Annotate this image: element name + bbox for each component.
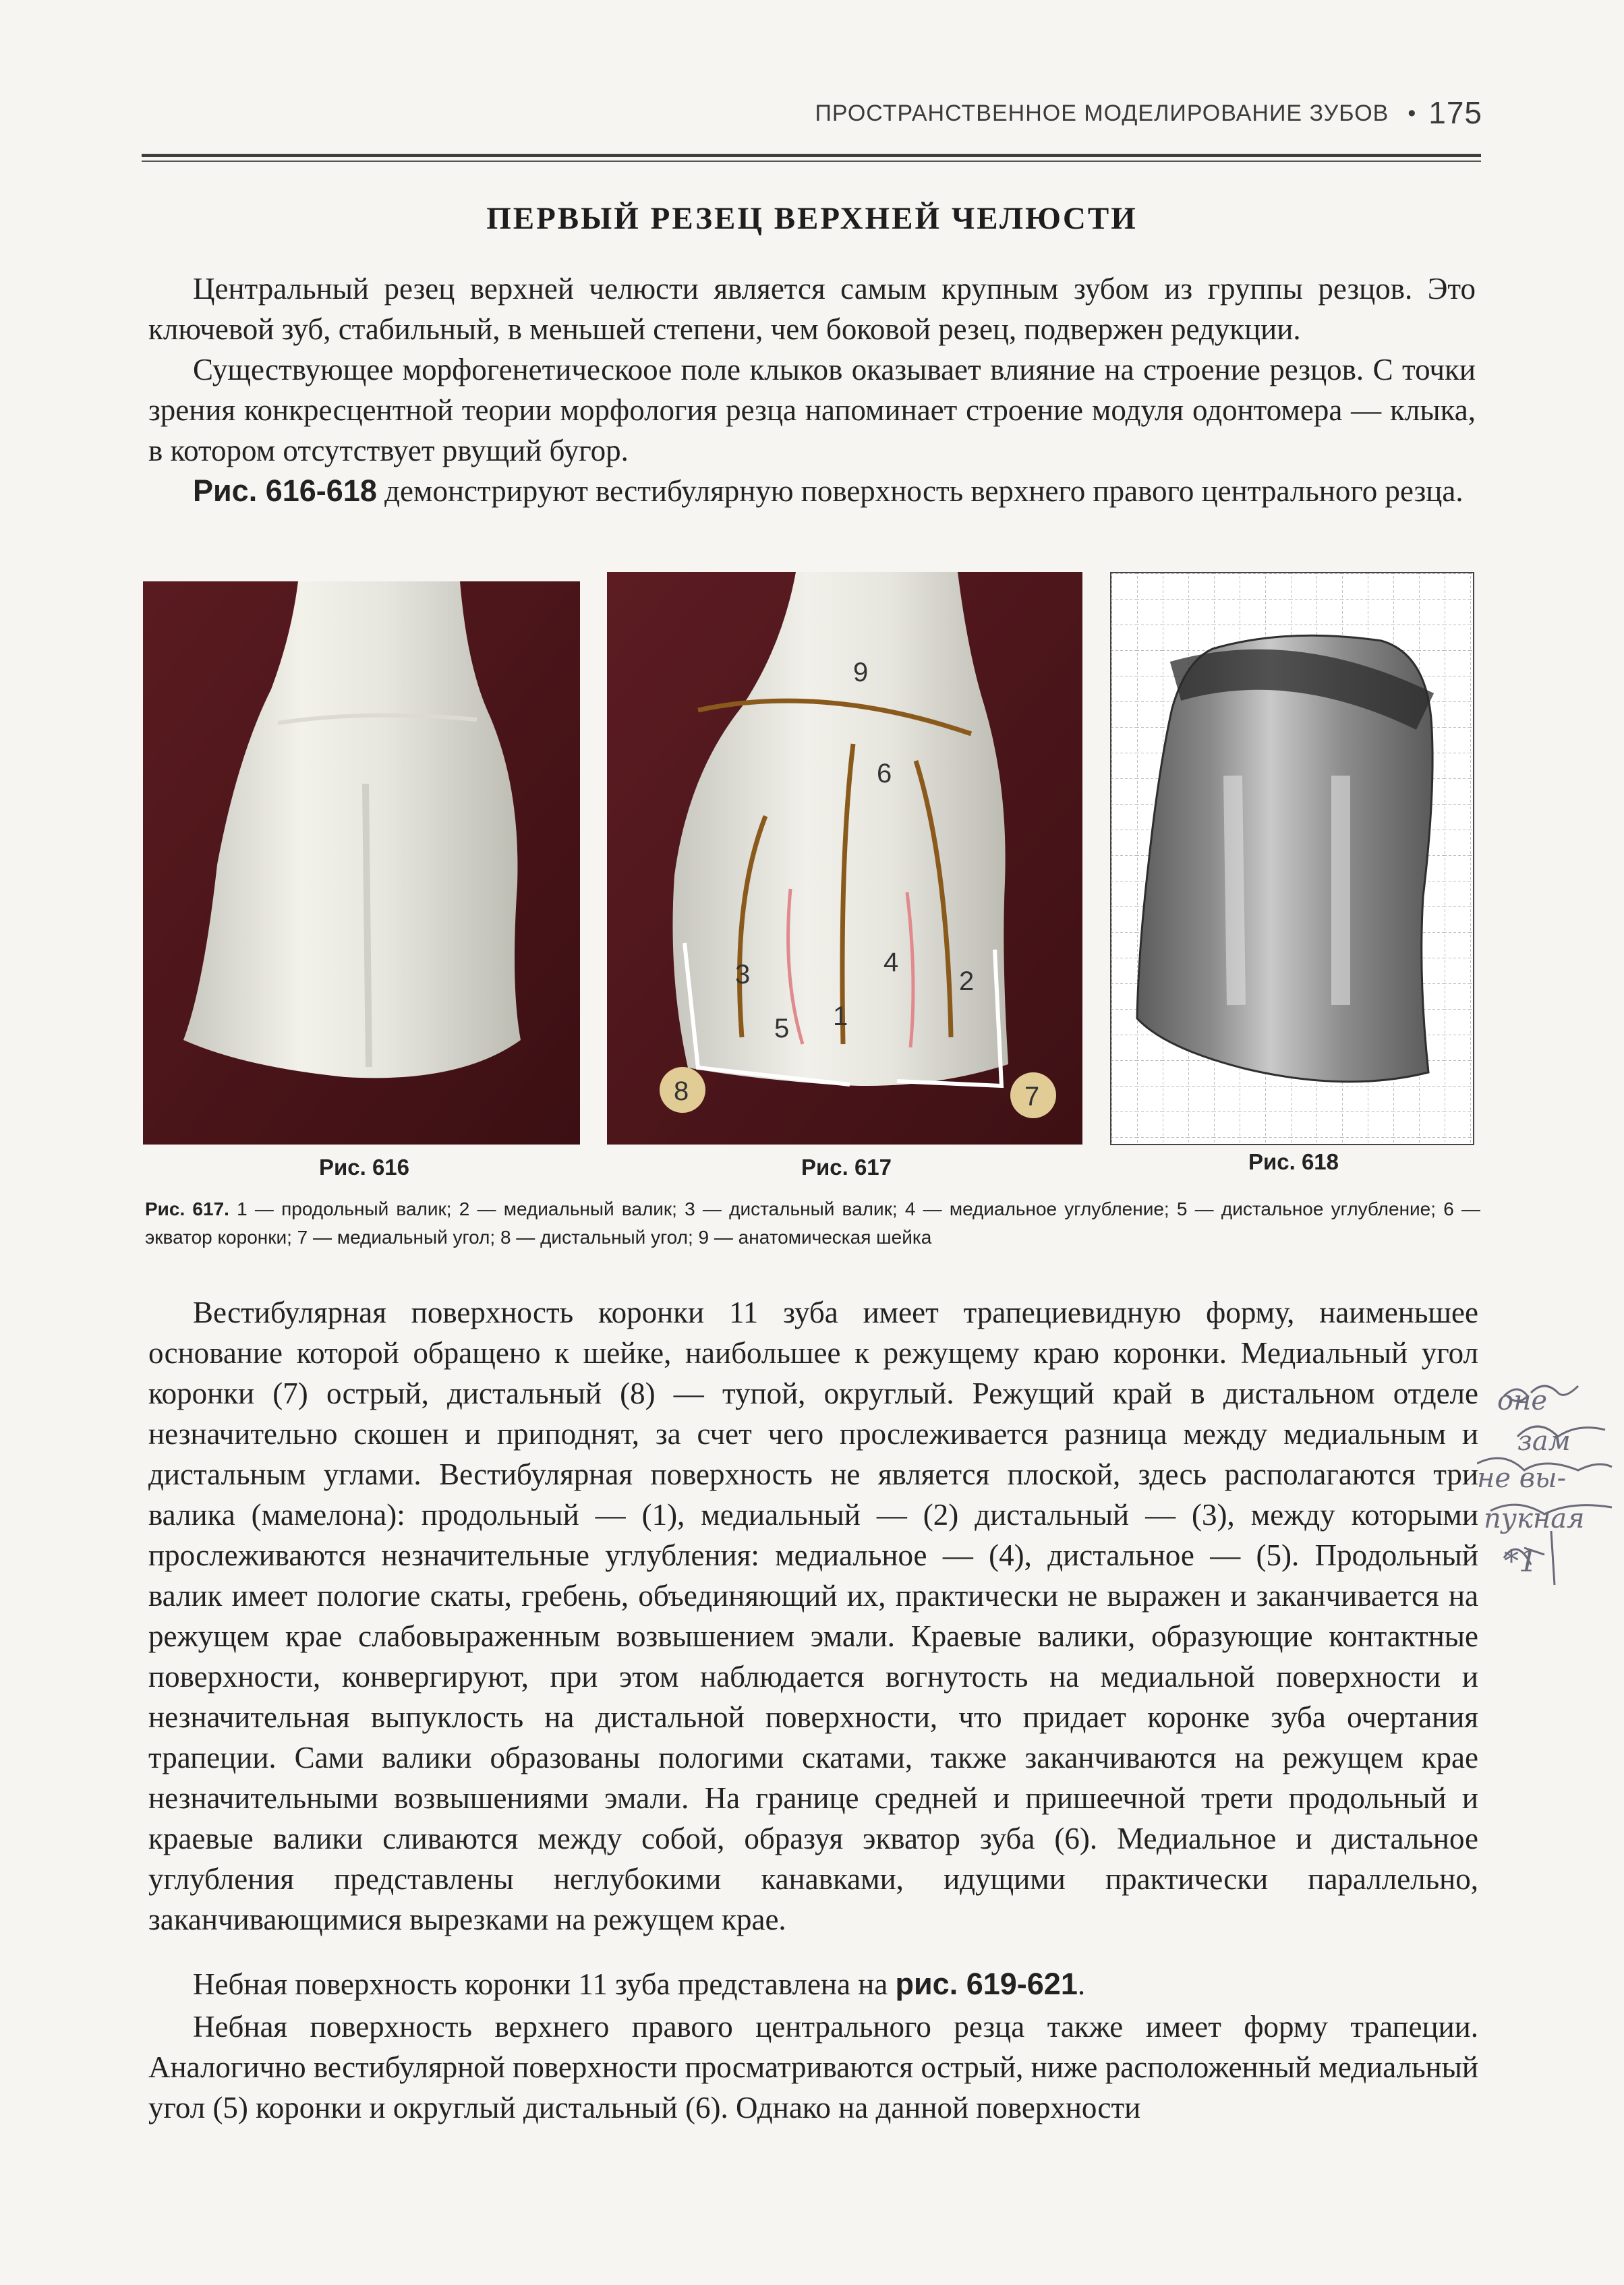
label-2: 2 (959, 966, 975, 996)
note-3: не вы- (1477, 1463, 1567, 1494)
intro-paragraph-2: Существующее морфогенетическоое поле клыков оказывает влияние на строение резцов. С точки зрения конкресцентной теории морфология резца напоминает строение модуля одонтомера — клыка, в котором отсутствует рвущий бугор. (148, 353, 1476, 467)
label-5: 5 (774, 1014, 790, 1043)
figure-reference-619: рис. 619-621 (895, 1967, 1078, 2001)
tooth-photo-617 (607, 572, 1082, 1145)
body-paragraph-3: Небная поверхность верхнего правого центрального резца также имеет форму трапеции. Аналогично вестибулярной поверхности просматриваются острый, ниже расположенный медиальный угол (5) коронки и округлый дистальный (6). Однако на данной поверхности (148, 2010, 1478, 2124)
label-6: 6 (877, 759, 892, 788)
handwritten-margin-notes (1477, 1369, 1619, 1592)
body-paragraph-1: Вестибулярная поверхность коронки 11 зуба имеет трапециевидную форму, наименьшее основание которой обращено к шейке, наибольшее к режущему краю коронки. Медиальный угол коронки (7) острый, дистальный (8) — тупой, округлый. Режущий край в дистальном отделе незначительно скошен и приподнят, за счет чего прослеживается разница между медиальным и дистальным углами. Вестибулярная поверхность не является плоской, здесь располагаются три валика (мамелона): продольный — (1), медиальный — (2) дистальный — (3), между которыми прослеживаются незначительные углубления: медиальное — (4), дистальное — (5). Продольный валик имеет пологие скаты, гребень, объединяющий их, практически не выражен и заканчивается на режущем крае слабовыраженным возвышением эмали. Краевые валики, образующие контактные поверхности, конвергируют, при этом наблюдается вогнутость на медиальной поверхности и незначительная выпуклость на дистальной поверхности, что придает коронке зуба очертания трапеции. Сами валики образованы пологими скатами, также заканчиваются на режущем крае незначительными возвышениями эмали. На границе средней и пришеечной трети продольный и краевые валики сливаются между собой, образуя экватор зуба (6). Медиальное и дистальное углубления представлены неглубокими канавками, идущими практически параллельно, заканчивающимися вырезками на режущем крае. (148, 1296, 1478, 1936)
legend-text: 1 — продольный валик; 2 — медиальный валик; 3 — дистальный валик; 4 — медиальное углубление; 5 — дистальное углубление; 6 — экватор коронки; 7 — медиальный угол; 8 — дистальный угол; 9 — анатомическая шейка (145, 1198, 1480, 1248)
running-header (815, 94, 1482, 131)
note-2: зам (1517, 1426, 1571, 1457)
note-4: пукная (1484, 1503, 1585, 1534)
header-rule-thin (142, 161, 1481, 162)
tooth-photo-616 (143, 581, 580, 1145)
figure-618-drawing (1110, 572, 1474, 1145)
note-5: *1 (1504, 1544, 1538, 1579)
label-8: 8 (674, 1076, 689, 1106)
note-1: оне (1497, 1385, 1548, 1416)
figure-617-legend (145, 1195, 1480, 1252)
figure-reference: Рис. 616-618 (193, 473, 377, 508)
tooth-drawing-618 (1111, 573, 1473, 1144)
label-3: 3 (735, 960, 751, 989)
body-paragraph-2: Небная поверхность коронки 11 зуба представлена на рис. 619-621. (193, 1967, 1086, 2001)
caption-figure-616: Рис. 616 (318, 1155, 410, 1180)
label-9: 9 (853, 658, 869, 687)
section-title: ПЕРВЫЙ РЕЗЕЦ ВЕРХНЕЙ ЧЕЛЮСТИ (486, 201, 1138, 236)
legend-lead: Рис. 617. (145, 1198, 229, 1219)
label-1: 1 (833, 1002, 848, 1031)
figure-617-photo (607, 572, 1082, 1145)
page-number: 175 (1428, 95, 1482, 130)
caption-figure-617: Рис. 617 (801, 1155, 892, 1180)
label-7: 7 (1024, 1082, 1040, 1111)
intro-paragraph-3: Рис. 616-618 демонстрируют вестибулярную поверхность верхнего правого центрального резца. (193, 473, 1463, 508)
running-title: ПРОСТРАНСТВЕННОЕ МОДЕЛИРОВАНИЕ ЗУБОВ (815, 100, 1389, 126)
caption-figure-618: Рис. 618 (1248, 1149, 1339, 1174)
intro-paragraph-1: Центральный резец верхней челюсти является самым крупным зубом из группы резцов. Это ключевой зуб, стабильный, в меньшей степени, чем боковой резец, подвержен редукции. (148, 272, 1476, 346)
figure-616-photo (143, 581, 580, 1145)
label-4: 4 (883, 948, 899, 977)
header-rule (142, 154, 1481, 157)
header-bullet: • (1408, 100, 1417, 126)
